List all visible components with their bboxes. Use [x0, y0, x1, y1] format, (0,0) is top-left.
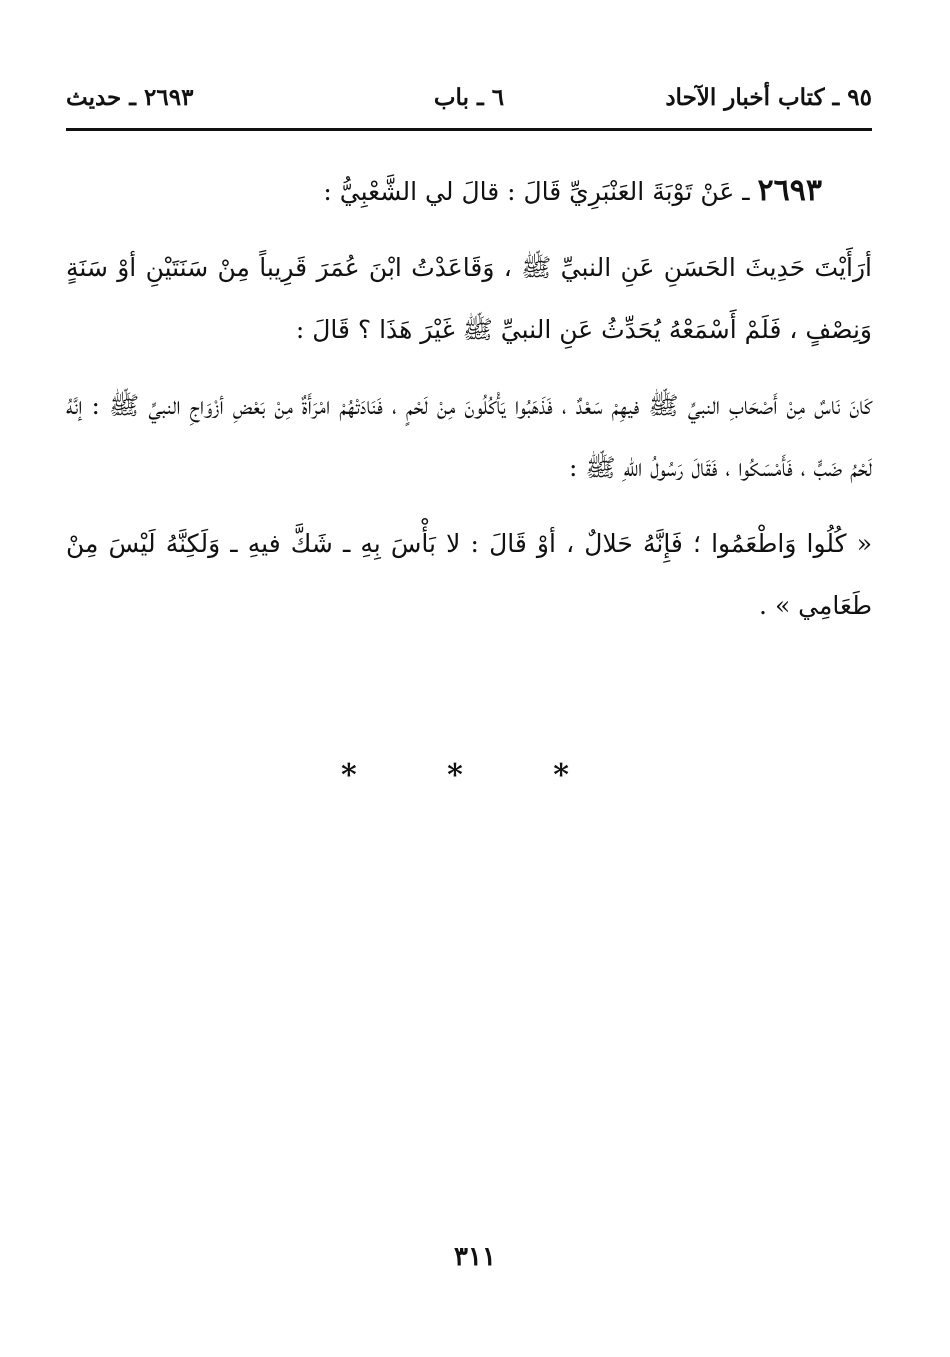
hadith-number: ٢٦٩٣	[757, 173, 822, 208]
running-head-hadith-number: ٢٦٩٣ ـ حديث	[66, 84, 194, 111]
running-head-book-title: ٩٥ ـ كتاب أخبار الآحاد	[665, 84, 872, 111]
section-separator: * * *	[341, 758, 609, 793]
hadith-intro	[66, 160, 822, 223]
header-rule	[66, 128, 872, 131]
hadith-text	[66, 160, 872, 651]
hadith-paragraph-3: « كُلُوا وَاطْعَمُوا ؛ فَإِنَّهُ حَلالٌ ، أوْ قَالَ : لا بَأْسَ بِهِ ـ شَكَّ فيهِ ـ وَلَكِنَّهُ لَيْسَ مِنْ طَعَامِي » .	[66, 529, 872, 620]
hadith-chain: ـ عَنْ تَوْبَةَ العَنْبَرِيِّ قَالَ : قالَ لي الشَّعْبِيُّ :	[323, 177, 758, 206]
running-head	[66, 84, 872, 120]
hadith-paragraph-1: أرَأَيْتَ حَدِيثَ الحَسَنِ عَنِ النبيِّ ﷺ ، وَقَاعَدْتُ ابْنَ عُمَرَ قَرِيباً مِنْ سَنَتَيْنِ أوْ سَنَةٍ وَنِصْفٍ ، فَلَمْ أَسْمَعْهُ يُحَدِّثُ عَنِ النبيِّ ﷺ غَيْرَ هَذَا ؟ قَالَ :	[66, 253, 872, 344]
running-head-chapter: ٦ ـ باب	[433, 84, 505, 111]
hadith-paragraph-2: كَانَ نَاسٌ مِنْ أَصْحَابِ النبيِّ ﷺ فيهِمْ سَعْدٌ ، فَذَهَبُوا يَأْكُلُونَ مِنْ لَحْمٍ ، فَنَادَتْهُمْ امْرَأَةٌ مِنْ بَعْضِ أزْوَاجِ النبيِّ ﷺ : إنَّهُ لَحْمُ ضَبٍّ ، فَأَمْسَكُوا ، فَقَالَ رَسُولُ اللهِ ﷺ :	[66, 391, 872, 482]
page-number: ٣١١	[454, 1242, 496, 1272]
